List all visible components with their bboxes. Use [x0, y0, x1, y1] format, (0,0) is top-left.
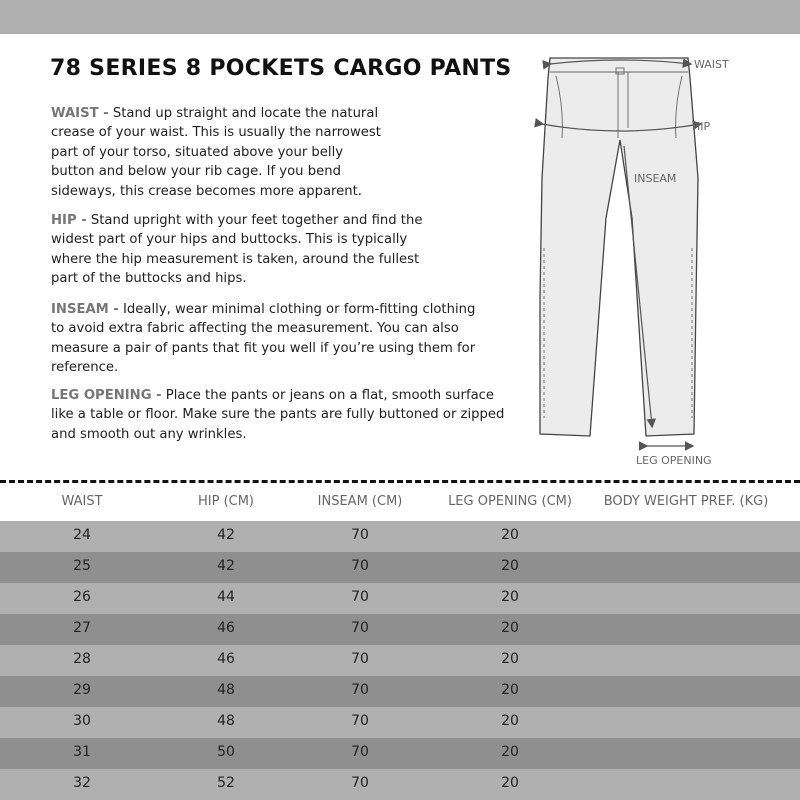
- cell-waist: 26: [73, 589, 91, 605]
- top-band: [0, 0, 800, 34]
- guide-inseam: [51, 300, 491, 378]
- table-row: [0, 738, 800, 769]
- cell-leg-opening: 20: [501, 558, 519, 574]
- guide-waist-text: Stand up straight and locate the natural crease of your waist. This is usually the narrowest part of your torso, situated above your belly button and below your rib cage. If you bend sideways, this crease becomes more apparent.: [51, 106, 381, 199]
- page-title: 78 SERIES 8 POCKETS CARGO PANTS: [50, 56, 512, 81]
- cell-hip: 46: [217, 620, 235, 636]
- cell-waist: 28: [73, 651, 91, 667]
- cell-inseam: 70: [351, 620, 369, 636]
- guide-hip-term: HIP -: [51, 213, 87, 228]
- cell-inseam: 70: [351, 682, 369, 698]
- cell-hip: 46: [217, 651, 235, 667]
- cell-leg-opening: 20: [501, 589, 519, 605]
- guide-hip: [51, 211, 441, 289]
- col-header-body-weight: BODY WEIGHT PREF. (KG): [603, 494, 769, 509]
- guide-hip-text: Stand upright with your feet together and find the widest part of your hips and buttocks. This is typically where the hip measurement is taken, around the fullest part of the buttocks and hips.: [51, 213, 423, 287]
- cell-inseam: 70: [351, 744, 369, 760]
- cell-inseam: 70: [351, 775, 369, 791]
- cell-leg-opening: 20: [501, 682, 519, 698]
- col-header-waist: WAIST: [61, 494, 103, 509]
- col-header-hip: HIP (CM): [197, 494, 255, 509]
- diagram-label-waist: WAIST: [694, 58, 729, 71]
- col-header-inseam: INSEAM (CM): [317, 494, 403, 509]
- cell-hip: 52: [217, 775, 235, 791]
- size-table-header: [0, 494, 800, 520]
- diagram-label-leg-opening: LEG OPENING: [636, 454, 712, 467]
- cell-inseam: 70: [351, 589, 369, 605]
- cell-hip: 50: [217, 744, 235, 760]
- table-row: [0, 645, 800, 676]
- guide-waist-term: WAIST -: [51, 106, 109, 121]
- diagram-label-hip: HIP: [692, 120, 711, 133]
- table-row: [0, 769, 800, 800]
- cell-leg-opening: 20: [501, 527, 519, 543]
- table-row: [0, 614, 800, 645]
- table-row: [0, 552, 800, 583]
- cell-waist: 27: [73, 620, 91, 636]
- cell-leg-opening: 20: [501, 744, 519, 760]
- guide-leg-opening: [51, 386, 511, 444]
- guide-waist: [51, 104, 381, 201]
- cell-leg-opening: 20: [501, 651, 519, 667]
- cell-waist: 30: [73, 713, 91, 729]
- cell-inseam: 70: [351, 558, 369, 574]
- cell-hip: 44: [217, 589, 235, 605]
- cell-leg-opening: 20: [501, 620, 519, 636]
- diagram-label-inseam: INSEAM: [634, 172, 677, 185]
- guide-inseam-term: INSEAM -: [51, 302, 119, 317]
- table-row: [0, 521, 800, 552]
- size-table-body: [0, 521, 800, 800]
- cell-waist: 24: [73, 527, 91, 543]
- pants-outline-icon: [540, 58, 698, 436]
- section-divider: [0, 480, 800, 483]
- guide-leg-opening-term: LEG OPENING -: [51, 388, 162, 403]
- cell-hip: 42: [217, 527, 235, 543]
- cell-waist: 32: [73, 775, 91, 791]
- cell-inseam: 70: [351, 527, 369, 543]
- cell-hip: 48: [217, 682, 235, 698]
- cell-inseam: 70: [351, 713, 369, 729]
- cell-hip: 42: [217, 558, 235, 574]
- cell-waist: 25: [73, 558, 91, 574]
- cell-waist: 31: [73, 744, 91, 760]
- guide-inseam-text: Ideally, wear minimal clothing or form-fitting clothing to avoid extra fabric affecting the measurement. You can also measure a pair of pants that fit you well if you’re using them for reference.: [51, 302, 476, 376]
- guide-leg-opening-text: Place the pants or jeans on a flat, smooth surface like a table or floor. Make sure the pants are fully buttoned or zipped and smooth out any wrinkles.: [51, 388, 505, 442]
- cell-leg-opening: 20: [501, 775, 519, 791]
- table-row: [0, 583, 800, 614]
- pants-diagram: [520, 48, 760, 478]
- cell-hip: 48: [217, 713, 235, 729]
- cell-leg-opening: 20: [501, 713, 519, 729]
- cell-waist: 29: [73, 682, 91, 698]
- table-row: [0, 676, 800, 707]
- col-header-leg-opening: LEG OPENING (CM): [448, 494, 572, 509]
- table-row: [0, 707, 800, 738]
- cell-inseam: 70: [351, 651, 369, 667]
